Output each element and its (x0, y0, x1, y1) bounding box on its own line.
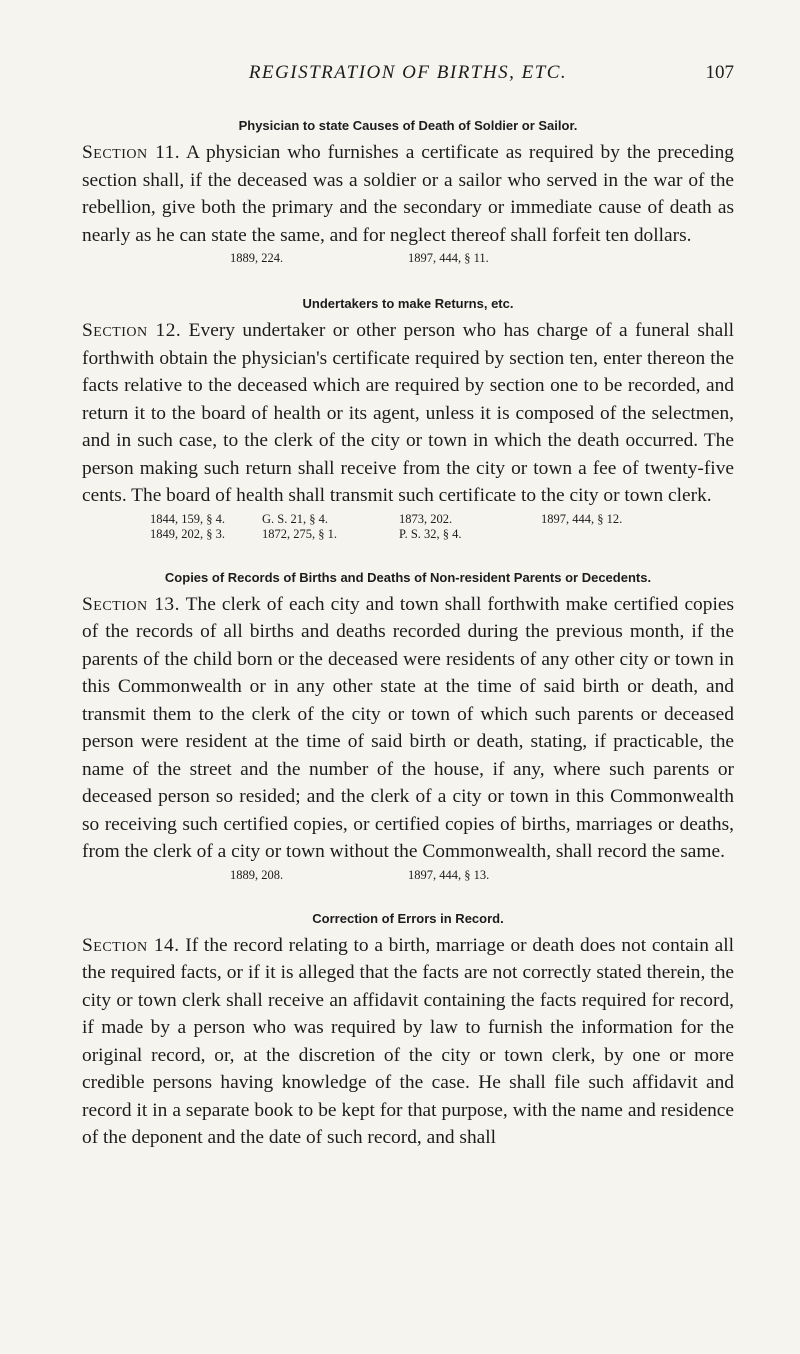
section-12-citations (82, 512, 734, 542)
citation: P. S. 32, § 4. (399, 526, 462, 541)
running-title: REGISTRATION OF BIRTHS, ETC. (248, 62, 568, 83)
page-number: 107 (705, 62, 734, 83)
section-13-heading: Copies of Records of Births and Deaths of Non-resident Parents or Decedents. (164, 569, 652, 585)
section-14-text: If the record relating to a birth, marriage or death does not contain all the required facts, or if it is alleged that the facts are not correctly stated therein, the city or town clerk shall receive an affidavit containing the facts required for record, if made by a person who was required by law to furnish the information for the original record, or, at the discretion of the city or town clerk, by one or more credible persons having knowledge of the case. He shall file such affidavit and record it in a separate book to be kept for that purpose, with the name and residence of the deponent and the date of such record, and shall (82, 934, 734, 1148)
section-11-label: Section 11. (82, 142, 181, 163)
section-13-citations (82, 868, 734, 883)
citation: G. S. 21, § 4. (262, 511, 328, 526)
section-14-heading: Correction of Errors in Record. (312, 910, 504, 926)
section-14-body (82, 932, 734, 1152)
section-13-label: Section 13. (82, 593, 180, 615)
section-11-text: A physician who furnishes a certificate as required by the preceding section shall, if the deceased was a soldier or a sailor who served in the war of the rebellion, give both the primary and the secondary or immediate cause of death as nearly as he can state the same, and for neglect thereof shall forfeit ten dollars. (82, 142, 734, 246)
citation: 1873, 202. (399, 511, 453, 526)
section-12-label: Section 12. (82, 320, 182, 341)
section-12-text: Every undertaker or other person who has charge of a funeral shall forthwith obtain the physician's certificate required by section ten, enter thereon the facts relative to the deceased which are required by section one to be recorded, and return it to the board of health or its agent, unless it is composed of the selectmen, and in such case, to the clerk of the city or town in which the death occurred. The person making such return shall receive from the city or town a fee of twenty-five cents. The board of health shall transmit such certificate to the city or town clerk. (82, 320, 734, 506)
running-head (82, 58, 734, 88)
citation: 1889, 208. (230, 867, 284, 882)
citation: 1872, 275, § 1. (262, 526, 337, 541)
section-13-body (82, 591, 734, 866)
citation: 1849, 202, § 3. (150, 526, 225, 541)
section-11-heading: Physician to state Causes of Death of Soldier or Sailor. (238, 118, 578, 133)
citation: 1844, 159, § 4. (150, 511, 225, 526)
citation: 1889, 224. (230, 251, 284, 265)
section-11-citations (82, 251, 734, 266)
section-13-text: The clerk of each city and town shall forthwith make certified copies of the records of all births and deaths recorded during the previous month, if the parents of the child born or the deceased were residents of any other city or town in this Commonwealth or in any other state at the time of said birth or death, and transmit them to the clerk of the city or town of which such parents or deceased person were resident at the time of said birth or death, stating, if practicable, the name of the street and the number of the house, if any, where such parents or deceased person so resided; and the clerk of a city or town in this Commonwealth so receiving such certified copies, or certified copies of births, marriages or deaths, from the clerk of a city or town without the Commonwealth, shall record the same. (82, 593, 734, 862)
citation: 1897, 444, § 13. (408, 867, 490, 882)
citation: 1897, 444, § 12. (541, 511, 623, 526)
section-14-label: Section 14. (82, 934, 180, 956)
citation: 1897, 444, § 11. (408, 251, 489, 265)
section-11-body (82, 139, 734, 249)
section-12-body (82, 317, 734, 510)
section-12-heading: Undertakers to make Returns, etc. (302, 296, 514, 311)
